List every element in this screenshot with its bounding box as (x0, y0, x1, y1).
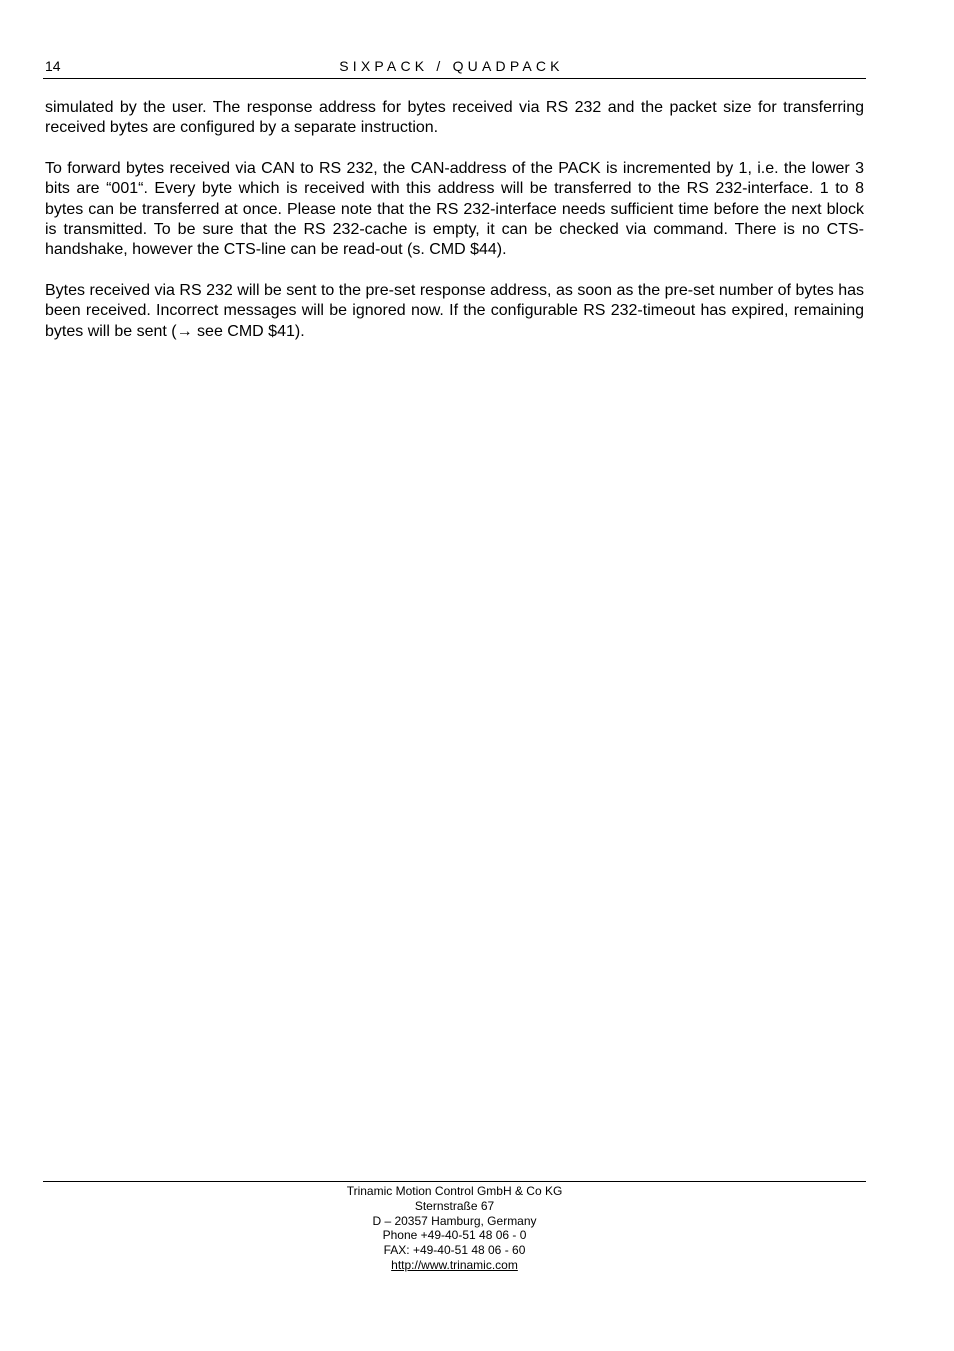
paragraph-2: To forward bytes received via CAN to RS 232, the CAN-address of the PACK is incremented by 1, i.e. the lower 3 bits are “001“. Every byte which is received with this address will be transferred to the RS 232-interface. 1 to 8 bytes can be transferred at once. Please note that the RS 232-interface needs sufficient time before the next block is transmitted. To be sure that the RS 232-cache is empty, it can be checked via command. There is no CTS-handshake, however the CTS-line can be read-out (s. CMD $44). (45, 159, 864, 259)
footer-city: D – 20357 Hamburg, Germany (372, 1213, 537, 1228)
footer-street: Sternstraße 67 (414, 1198, 495, 1213)
page-number: 14 (45, 58, 61, 74)
footer-phone: Phone +49-40-51 48 06 - 0 (382, 1228, 527, 1243)
footer-divider (43, 1181, 866, 1182)
page-footer (43, 1184, 866, 1273)
paragraph-1: simulated by the user. The response address for bytes received via RS 232 and the packet size for transferring received bytes are configured by a separate instruction. (45, 99, 864, 137)
body-content (45, 98, 864, 362)
footer-company: Trinamic Motion Control GmbH & Co KG (346, 1184, 563, 1198)
page-header (43, 56, 866, 79)
running-title: SIXPACK / QUADPACK (339, 58, 564, 74)
paragraph-3: Bytes received via RS 232 will be sent to the pre-set response address, as soon as the pre-set number of bytes has been received. Incorrect messages will be ignored now. If the configurable RS 232-timeout has expired, remaining bytes will be sent (→ see CMD $41). (45, 281, 864, 340)
footer-fax: FAX: +49-40-51 48 06 - 60 (383, 1243, 526, 1258)
footer-website-link[interactable]: http://www.trinamic.com (391, 1257, 518, 1272)
